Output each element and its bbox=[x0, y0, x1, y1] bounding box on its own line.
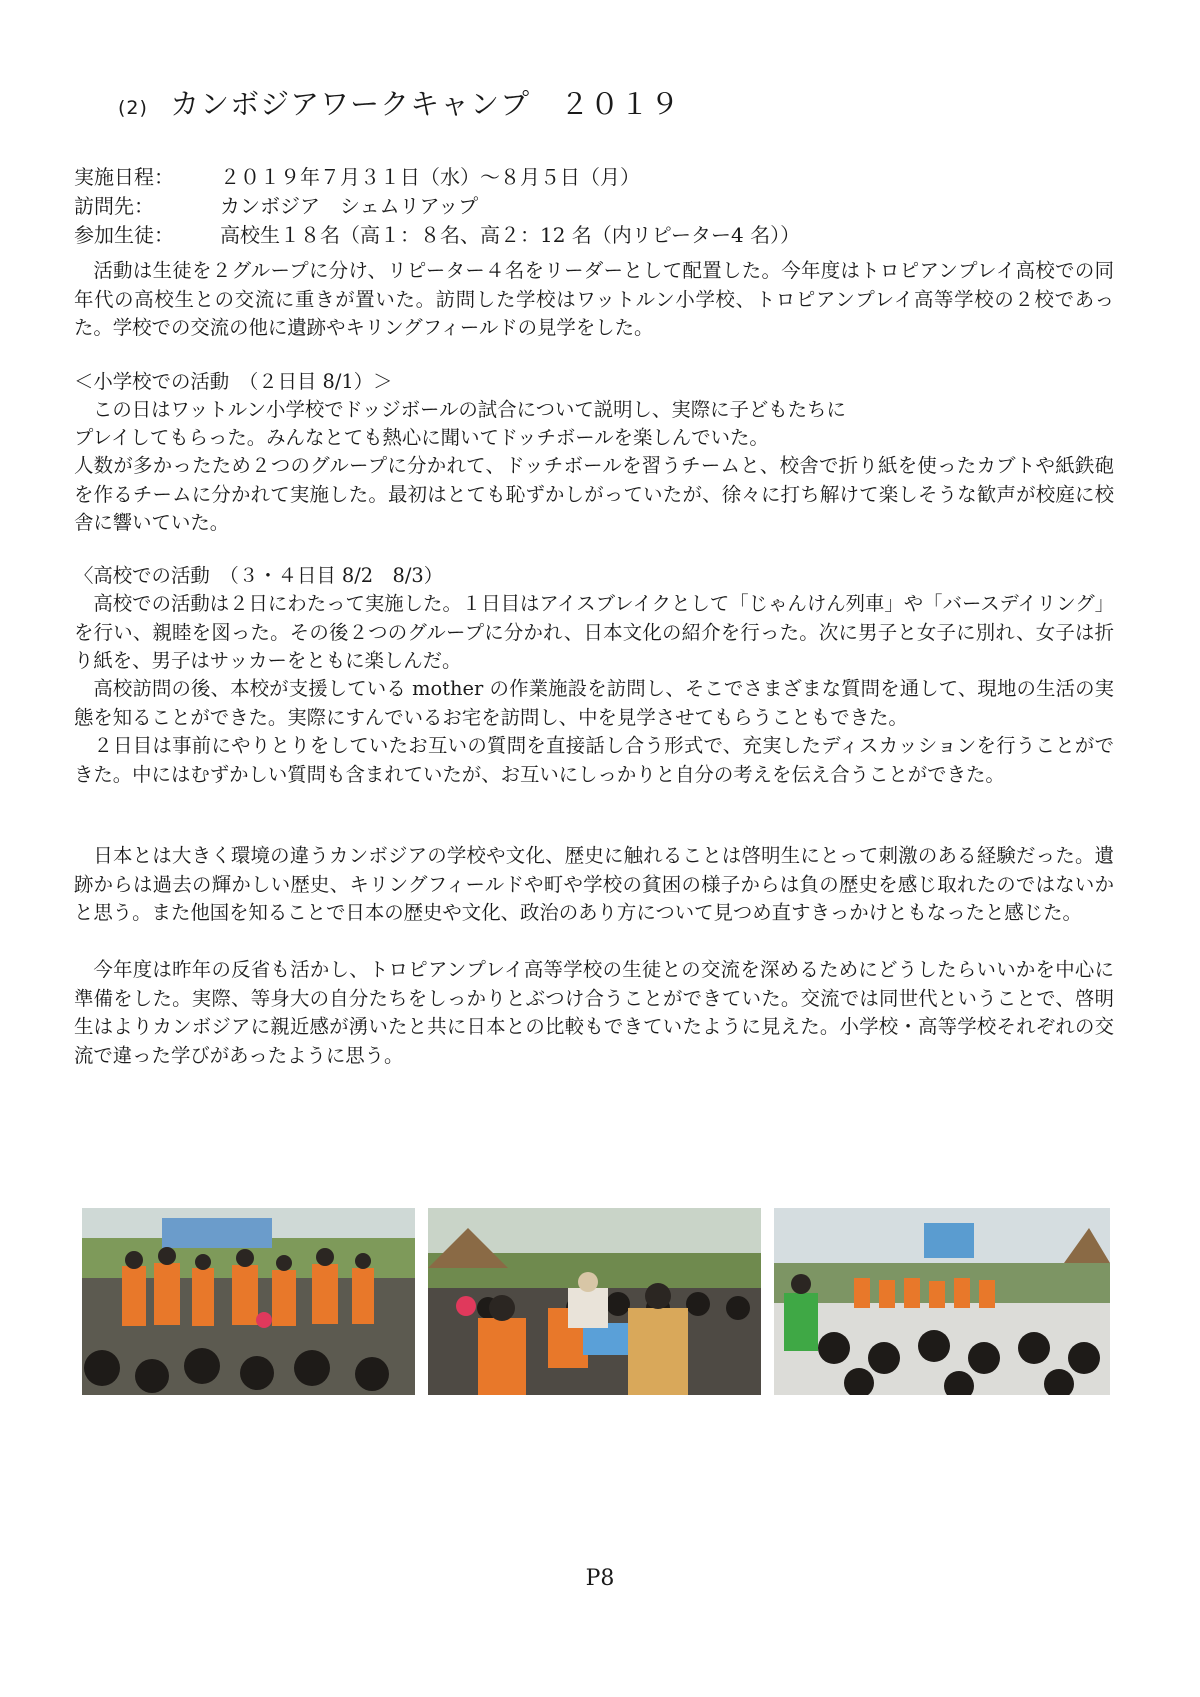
info-value: カンボジア シェムリアップ bbox=[220, 194, 479, 218]
section-title bbox=[118, 82, 680, 123]
elementary-heading: ＜小学校での活動 （２日目 8/1）＞ bbox=[74, 370, 393, 393]
info-block bbox=[74, 163, 800, 250]
elementary-line-1: この日はワットルン小学校でドッジボールの試合について説明し、実際に子どもたちに bbox=[93, 398, 846, 421]
highschool-heading: 〈高校での活動 （３・４日目 8/2 8/3） bbox=[74, 564, 444, 587]
info-label: 参加生徒： bbox=[74, 223, 174, 247]
info-value: 高校生１８名（高１：８名、高２：12 名（内リピーター4 名）） bbox=[220, 223, 801, 247]
info-label: 実施日程： bbox=[74, 165, 174, 189]
photo-students-orange-shirts bbox=[82, 1208, 415, 1395]
highschool-paragraph-3: ２日目は事前にやりとりをしていたお互いの質問を直接話し合う形式で、充実したディスカッションを行うことができた。中にはむずかしい質問も含まれていたが、お互いにしっかりと自分の考えを伝え合うことができた。 bbox=[74, 734, 1114, 786]
info-row-participants bbox=[74, 221, 800, 250]
photo-gift-exchange bbox=[428, 1208, 761, 1395]
page-number: P8 bbox=[585, 1566, 615, 1591]
conclusion-paragraph-2: 今年度は昨年の反省も活かし、トロピアンプレイ高等学校の生徒との交流を深めるためにどうしたらいいかを中心に準備をした。実際、等身大の自分たちをしっかりとぶつけ合うことができていた。交流では同世代ということで、啓明生はよりカンボジアに親近感が湧いたと共に日本との比較もできていたように見えた。小学校・高等学校それぞれの交流で違った学びがあったように思う。 bbox=[74, 958, 1114, 1067]
elementary-paragraph: 人数が多かったため２つのグループに分かれて、ドッチボールを習うチームと、校舎で折り紙を使ったカブトや紙鉄砲を作るチームに分かれて実施した。最初はとても恥ずかしがっていたが、徐々に打ち解けて楽しそうな歓声が校庭に校舎に響いていた。 bbox=[74, 454, 1114, 534]
section-title-text: カンボジアワークキャンプ ２０１９ bbox=[170, 87, 681, 121]
info-label: 訪問先： bbox=[74, 194, 154, 218]
elementary-line-2: プレイしてもらった。みんなとても熱心に聞いてドッチボールを楽しんでいた。 bbox=[74, 426, 769, 449]
photo-1-image bbox=[82, 1208, 415, 1395]
info-row-destination bbox=[74, 192, 800, 221]
conclusion-paragraph-1: 日本とは大きく環境の違うカンボジアの学校や文化、歴史に触れることは啓明生にとって刺激のある経験だった。遺跡からは過去の輝かしい歴史、キリングフィールドや町や学校の貧困の様子からは負の歴史を感じ取れたのではないかと思う。また他国を知ることで日本の歴史や文化、政治のあり方について見つめ直すきっかけともなったと感じた。 bbox=[74, 844, 1114, 924]
info-row-dates bbox=[74, 163, 800, 192]
intro-paragraph: 活動は生徒を２グループに分け、リピーター４名をリーダーとして配置した。今年度はトロピアンプレイ高校での同年代の高校生との交流に重きが置いた。訪問した学校はワットルン小学校、トロピアンプレイ高等学校の２校であった。学校での交流の他に遺跡やキリングフィールドの見学をした。 bbox=[74, 259, 1114, 339]
section-number: (2) bbox=[118, 97, 148, 119]
photo-2-image bbox=[428, 1208, 761, 1395]
highschool-paragraph-1: 高校での活動は２日にわたって実施した。１日目はアイスブレイクとして「じゃんけん列車」や「バースデイリング」を行い、親睦を図った。その後２つのグループに分かれ、日本文化の紹介を行った。次に男子と女子に別れ、女子は折り紙を、男子はサッカーをともに楽しんだ。 bbox=[74, 592, 1114, 672]
info-value: ２０１９年７月３１日（水）～８月５日（月） bbox=[220, 165, 640, 189]
photo-assembly-courtyard bbox=[774, 1208, 1110, 1395]
photo-3-image bbox=[774, 1208, 1110, 1395]
highschool-paragraph-2: 高校訪問の後、本校が支援している mother の作業施設を訪問し、そこでさまざまな質問を通して、現地の生活の実態を知ることができた。実際にすんでいるお宅を訪問し、中を見学させてもらうこともできた。 bbox=[74, 677, 1114, 729]
